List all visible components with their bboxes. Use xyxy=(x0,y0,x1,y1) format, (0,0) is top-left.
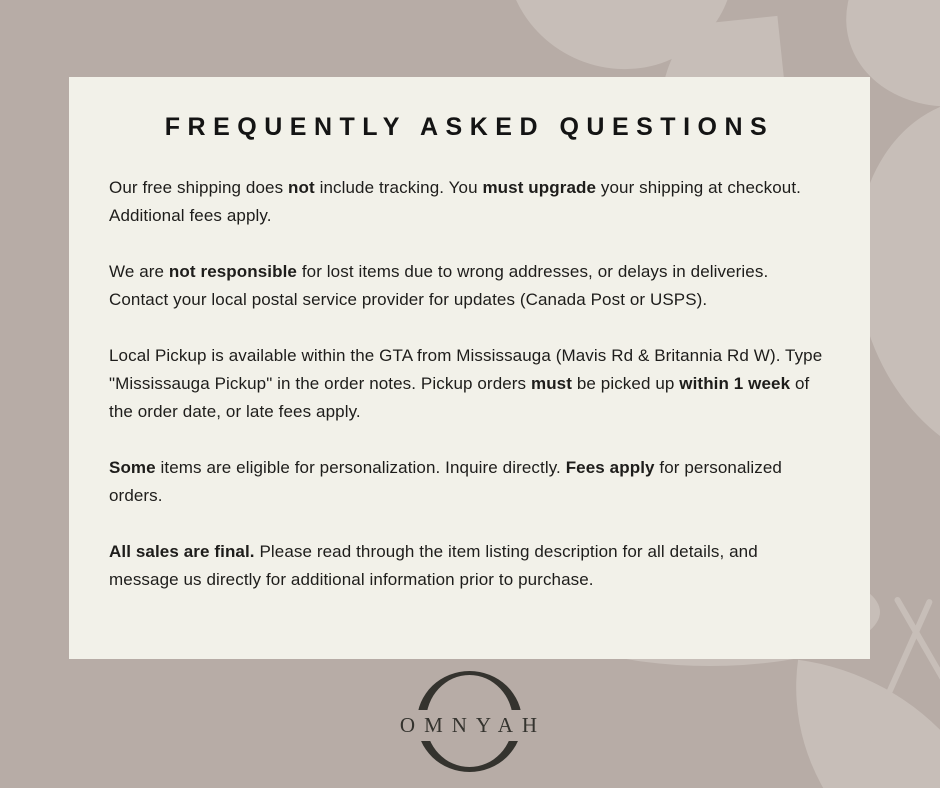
faq-paragraph-shipping: Our free shipping does not include tracking. You must upgrade your shipping at checkout. Additional fees apply. xyxy=(109,178,801,225)
bottom-right-leaf-decoration xyxy=(768,660,940,788)
omnyah-logo xyxy=(395,668,545,780)
faq-card xyxy=(69,77,870,659)
page-title: FREQUENTLY ASKED QUESTIONS xyxy=(164,113,775,141)
faq-paragraph-personalization: Some items are eligible for personalization. Inquire directly. Fees apply for personalized orders. xyxy=(109,458,782,505)
faq-paragraph-final-sales: All sales are final. Please read through the item listing description for all details, and message us directly for additional information prior to purchase. xyxy=(109,542,758,589)
faq-paragraph-lost-items: We are not responsible for lost items due to wrong addresses, or delays in deliveries. Contact your local postal service provider for updates (Canada Post or USPS). xyxy=(109,262,769,309)
logo-brand-text: OMNYAH xyxy=(390,710,550,741)
faq-paragraph-local-pickup: Local Pickup is available within the GTA from Mississauga (Mavis Rd & Britannia Rd W). Type "Mississauga Pickup" in the order notes. Pickup orders must be picked up within 1 week of the order date, or late fees apply. xyxy=(109,346,823,421)
